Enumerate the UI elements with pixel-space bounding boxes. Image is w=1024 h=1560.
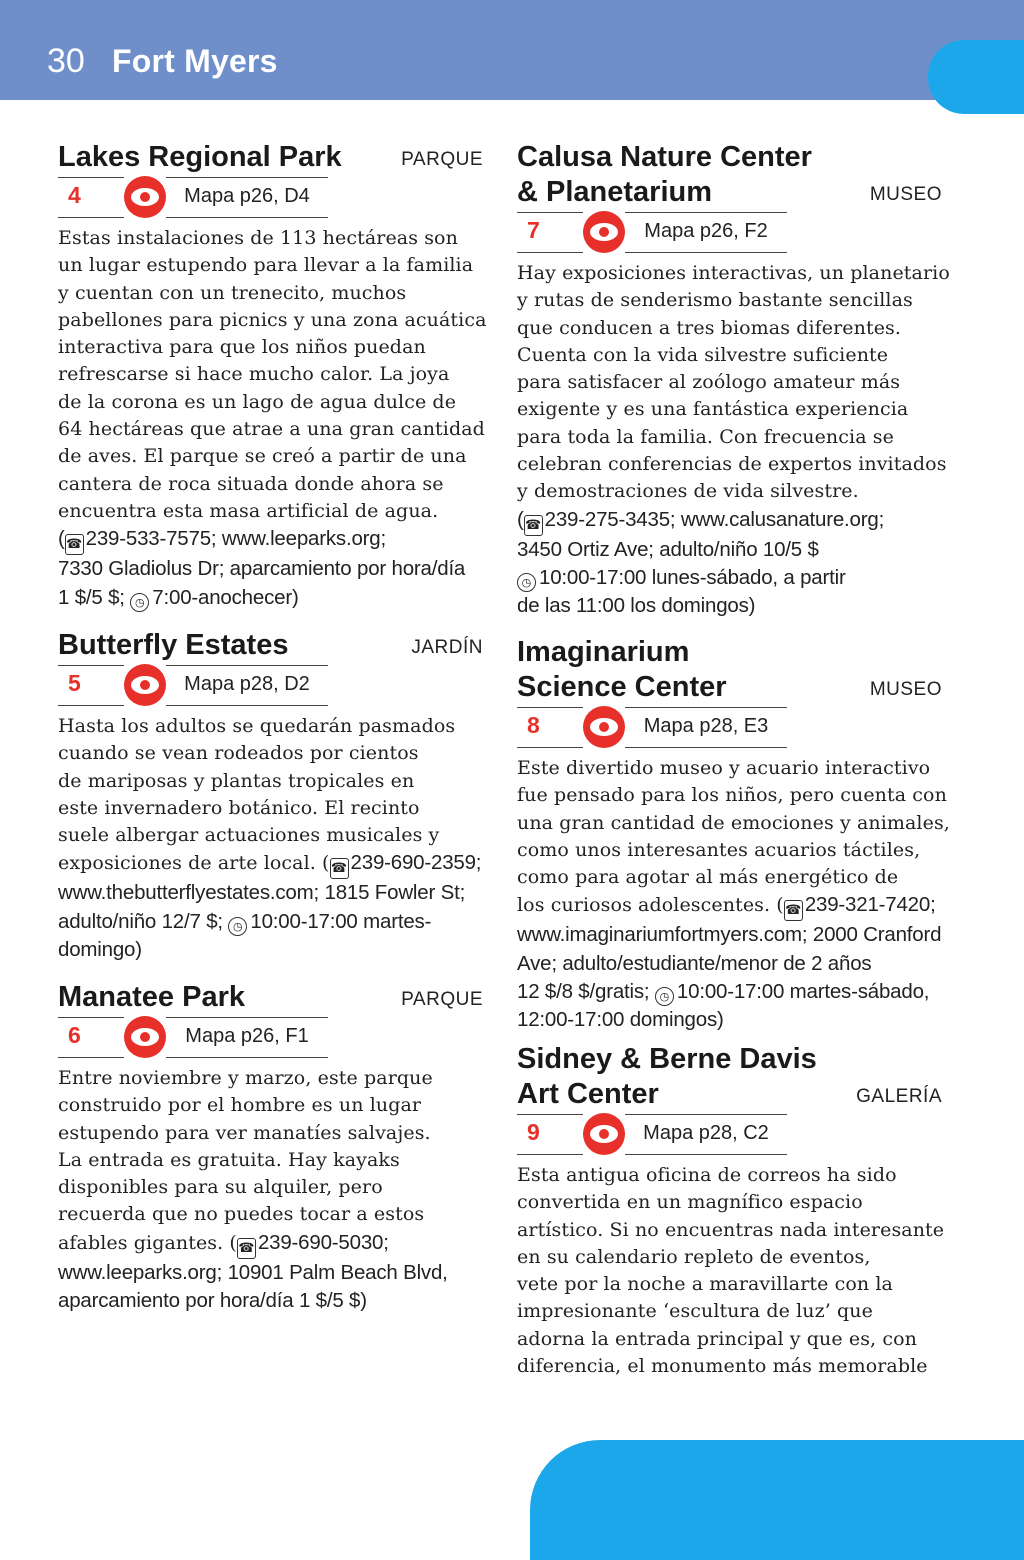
info-text: Ave; adulto/estudiante/menor de 2 años: [517, 951, 872, 975]
description-line: y cuentan con un trenecito, muchos: [58, 281, 407, 304]
phone-icon: ☎: [65, 534, 84, 555]
description-line: exigente y es una fantástica experiencia: [517, 398, 909, 421]
description-line: suele albergar actuaciones musicales y: [58, 824, 440, 847]
info-text: domingo): [58, 938, 142, 962]
info-text: www.imaginariumfortmyers.com; 2000 Cranford: [517, 923, 942, 947]
description-line: que conducen a tres biomas diferentes.: [517, 316, 902, 339]
info-line: [517, 978, 942, 1006]
map-reference: [58, 1017, 483, 1057]
description-line: artístico. Si no encuentras nada interesante: [517, 1218, 945, 1241]
info-text: aparcamiento por hora/día 1 $/5 $): [58, 1289, 367, 1313]
description-line: Cuenta con la vida silvestre suficiente: [517, 343, 889, 366]
entry-5: [58, 628, 483, 964]
eye-white: [590, 1125, 618, 1143]
description-line: de mariposas y plantas tropicales en: [58, 769, 415, 792]
info-line: [517, 564, 942, 592]
info-line: [58, 849, 483, 879]
info-line: [58, 936, 483, 964]
description-line: disponibles para su alquiler, pero: [58, 1176, 383, 1199]
entry-8: [517, 635, 950, 1035]
entry-name: Imaginarium: [517, 636, 690, 668]
info-prefix: 12 $/8 $/gratis;: [517, 980, 655, 1004]
description-line: un lugar estupendo para llevar a la familia: [58, 254, 474, 277]
entry-number: 7: [527, 217, 540, 243]
eye-pupil: [599, 1129, 609, 1139]
entry-4: [58, 140, 487, 612]
phone-icon: ☎: [330, 858, 349, 879]
entry-type: JARDÍN: [411, 637, 483, 658]
info-text: 7:00-anochecer): [152, 585, 299, 609]
description-line: cantera de roca situada donde ahora se: [58, 472, 444, 495]
footer-swoosh: [530, 1440, 1024, 1560]
description-line: Entre noviembre y marzo, este parque: [58, 1067, 433, 1089]
description-line: 64 hectáreas que atrae a una gran cantidad: [58, 418, 485, 441]
info-line: [58, 1259, 483, 1287]
info-serif-text: afables gigantes. (: [58, 1231, 237, 1254]
description-line: como para agotar al más energético de: [517, 866, 899, 889]
description-line: pabellones para picnics y una zona acuática: [58, 308, 487, 331]
info-line: [517, 506, 942, 536]
info-serif-text: los curiosos adolescentes. (: [517, 894, 784, 917]
info-line: [517, 536, 942, 564]
description-line: cuando se vean rodeados por cientos: [58, 742, 419, 765]
info-text: 10:00-17:00 lunes-sábado, a partir: [539, 565, 846, 589]
entry-description: [58, 713, 483, 964]
map-reference: [517, 1114, 942, 1154]
info-line: [517, 921, 942, 949]
description-line: Hasta los adultos se quedarán pasmados: [58, 715, 456, 737]
entry-type: PARQUE: [401, 989, 483, 1010]
description-line: Estas instalaciones de 113 hectáreas son: [58, 227, 458, 249]
info-text: www.thebutterflyestates.com; 1815 Fowler St;: [58, 881, 466, 905]
description-line: diferencia, el monumento más memorable: [517, 1355, 928, 1378]
description-line: fue pensado para los niños, pero cuenta con: [517, 784, 947, 807]
entry-description: [517, 260, 950, 621]
entry-number: 9: [527, 1119, 540, 1145]
entry-name: Calusa Nature Center: [517, 141, 812, 173]
info-text: 10:00-17:00 martes-sábado,: [676, 980, 930, 1004]
eye-icon: [583, 1113, 625, 1155]
map-ref-text: Mapa p28, D2: [184, 673, 310, 695]
info-text: 239-690-2359;: [350, 851, 482, 875]
info-line: [58, 908, 483, 936]
map-reference: [517, 212, 942, 252]
phone-icon: ☎: [784, 900, 803, 921]
eye-pupil: [140, 1032, 150, 1042]
map-ref-text: Mapa p26, F2: [644, 220, 768, 242]
description-line: interactiva para que los niños puedan: [58, 336, 426, 359]
description-line: recuerda que no puedes tocar a estos: [58, 1203, 425, 1226]
info-line: [517, 592, 942, 620]
info-text: www.leeparks.org; 10901 Palm Beach Blvd,: [58, 1260, 448, 1284]
entry-9: [517, 1042, 945, 1380]
page-number: 30: [47, 42, 85, 80]
info-line: [517, 1006, 942, 1034]
info-text: 10:00-17:00 martes-: [250, 909, 432, 933]
info-line: [517, 891, 942, 921]
description-line: como unos interesantes acuarios táctiles,: [517, 838, 921, 861]
info-text: 239-533-7575; www.leeparks.org;: [85, 527, 386, 551]
description-line: celebran conferencias de expertos invitados: [517, 453, 947, 476]
entry-type: MUSEO: [869, 679, 942, 700]
eye-pupil: [140, 680, 150, 690]
description-line: impresionante ‘escultura de luz’ que: [517, 1300, 873, 1323]
info-text: de las 11:00 los domingos): [517, 594, 756, 618]
entry-6: [58, 980, 483, 1315]
map-ref-text: Mapa p26, F1: [185, 1025, 309, 1047]
clock-icon: ◷: [517, 573, 536, 592]
eye-icon: [124, 1016, 166, 1058]
entry-name: & Planetarium: [517, 176, 712, 208]
entry-name-block: [58, 140, 483, 175]
info-text: 239-321-7420;: [804, 893, 936, 917]
description-line: en su calendario repleto de eventos,: [517, 1245, 871, 1268]
entry-name: Sidney & Berne Davis: [517, 1043, 817, 1075]
chapter-title: Fort Myers: [112, 43, 278, 79]
entry-type: PARQUE: [401, 149, 483, 170]
eye-icon: [583, 706, 625, 748]
description-line: construido por el hombre es un lugar: [58, 1094, 422, 1117]
eye-white: [131, 1028, 159, 1046]
clock-icon: ◷: [655, 987, 674, 1006]
eye-white: [590, 223, 618, 241]
phone-icon: ☎: [524, 515, 543, 536]
entry-name: Butterfly Estates: [58, 629, 289, 661]
entry-description: [58, 225, 487, 612]
description-line: para toda la familia. Con frecuencia se: [517, 425, 894, 448]
entry-type: GALERÍA: [856, 1086, 942, 1107]
map-reference: [58, 665, 483, 705]
entry-name: Lakes Regional Park: [58, 141, 342, 173]
entry-name-block: [58, 628, 483, 663]
description-line: de aves. El parque se creó a partir de una: [58, 445, 467, 468]
info-text: 239-690-5030;: [257, 1230, 389, 1254]
description-line: Este divertido museo y acuario interactivo: [517, 757, 931, 779]
info-line: [58, 584, 483, 612]
info-prefix: (: [517, 507, 524, 531]
description-line: y rutas de senderismo bastante sencillas: [517, 289, 913, 312]
description-line: convertida en un magnífico espacio: [517, 1191, 863, 1214]
eye-pupil: [140, 192, 150, 202]
description-line: encuentra esta masa artificial de agua.: [58, 499, 439, 522]
description-line: vete por la noche a maravillarte con la: [517, 1273, 893, 1296]
chapter-tab: [928, 40, 1024, 114]
map-reference: [517, 707, 942, 747]
info-line: [58, 525, 483, 555]
description-line: y demostraciones de vida silvestre.: [517, 480, 859, 503]
entry-number: 4: [68, 182, 81, 208]
description-line: adorna la entrada principal y que es, con: [517, 1327, 917, 1350]
eye-pupil: [599, 227, 609, 237]
eye-icon: [583, 211, 625, 253]
clock-icon: ◷: [228, 917, 247, 936]
eye-white: [590, 718, 618, 736]
description-line: para satisfacer al zoólogo amateur más: [517, 371, 901, 394]
entry-number: 5: [68, 670, 81, 696]
entry-name: Art Center: [517, 1078, 659, 1110]
map-ref-text: Mapa p28, C2: [643, 1122, 769, 1144]
entry-description: [58, 1065, 483, 1315]
entry-number: 6: [68, 1022, 81, 1048]
description-line: Hay exposiciones interactivas, un planetario: [517, 262, 950, 284]
description-line: estupendo para ver manatíes salvajes.: [58, 1121, 431, 1144]
entry-name-block: [517, 1042, 942, 1112]
map-ref-text: Mapa p26, D4: [184, 185, 310, 207]
entry-description: [517, 755, 950, 1035]
info-prefix: adulto/niño 12/7 $;: [58, 909, 229, 933]
eye-icon: [124, 176, 166, 218]
map-reference: [58, 177, 483, 217]
info-line: [517, 950, 942, 978]
description-line: este invernadero botánico. El recinto: [58, 796, 420, 819]
entry-7: [517, 140, 950, 621]
description-line: una gran cantidad de emociones y animales,: [517, 811, 950, 834]
info-line: [58, 555, 483, 583]
info-line: [58, 879, 483, 907]
entry-name-block: [58, 980, 483, 1015]
description-line: de la corona es un lago de agua dulce de: [58, 390, 457, 413]
description-line: refrescarse si hace mucho calor. La joya: [58, 363, 450, 386]
phone-icon: ☎: [237, 1238, 256, 1259]
info-text: 12:00-17:00 domingos): [517, 1008, 724, 1032]
info-line: [58, 1229, 483, 1259]
eye-icon: [124, 664, 166, 706]
clock-icon: ◷: [130, 593, 149, 612]
eye-white: [131, 676, 159, 694]
description-line: Esta antigua oficina de correos ha sido: [517, 1164, 897, 1186]
info-serif-text: exposiciones de arte local. (: [58, 852, 330, 875]
info-text: 7330 Gladiolus Dr; aparcamiento por hora/día: [58, 557, 466, 581]
entry-description: [517, 1162, 945, 1380]
entry-name-block: [517, 635, 942, 705]
info-prefix: (: [58, 527, 65, 551]
info-text: 239-275-3435; www.calusanature.org;: [544, 507, 885, 531]
description-line: La entrada es gratuita. Hay kayaks: [58, 1148, 400, 1171]
info-line: [58, 1287, 483, 1315]
map-ref-text: Mapa p28, E3: [643, 715, 769, 737]
entry-type: MUSEO: [869, 184, 942, 205]
entry-name: Manatee Park: [58, 981, 245, 1013]
eye-white: [131, 188, 159, 206]
info-prefix: 1 $/5 $;: [58, 585, 131, 609]
entry-number: 8: [527, 712, 540, 738]
eye-pupil: [599, 722, 609, 732]
entry-name-block: [517, 140, 942, 210]
info-text: 3450 Ortiz Ave; adulto/niño 10/5 $: [517, 537, 819, 561]
entry-name: Science Center: [517, 671, 727, 703]
